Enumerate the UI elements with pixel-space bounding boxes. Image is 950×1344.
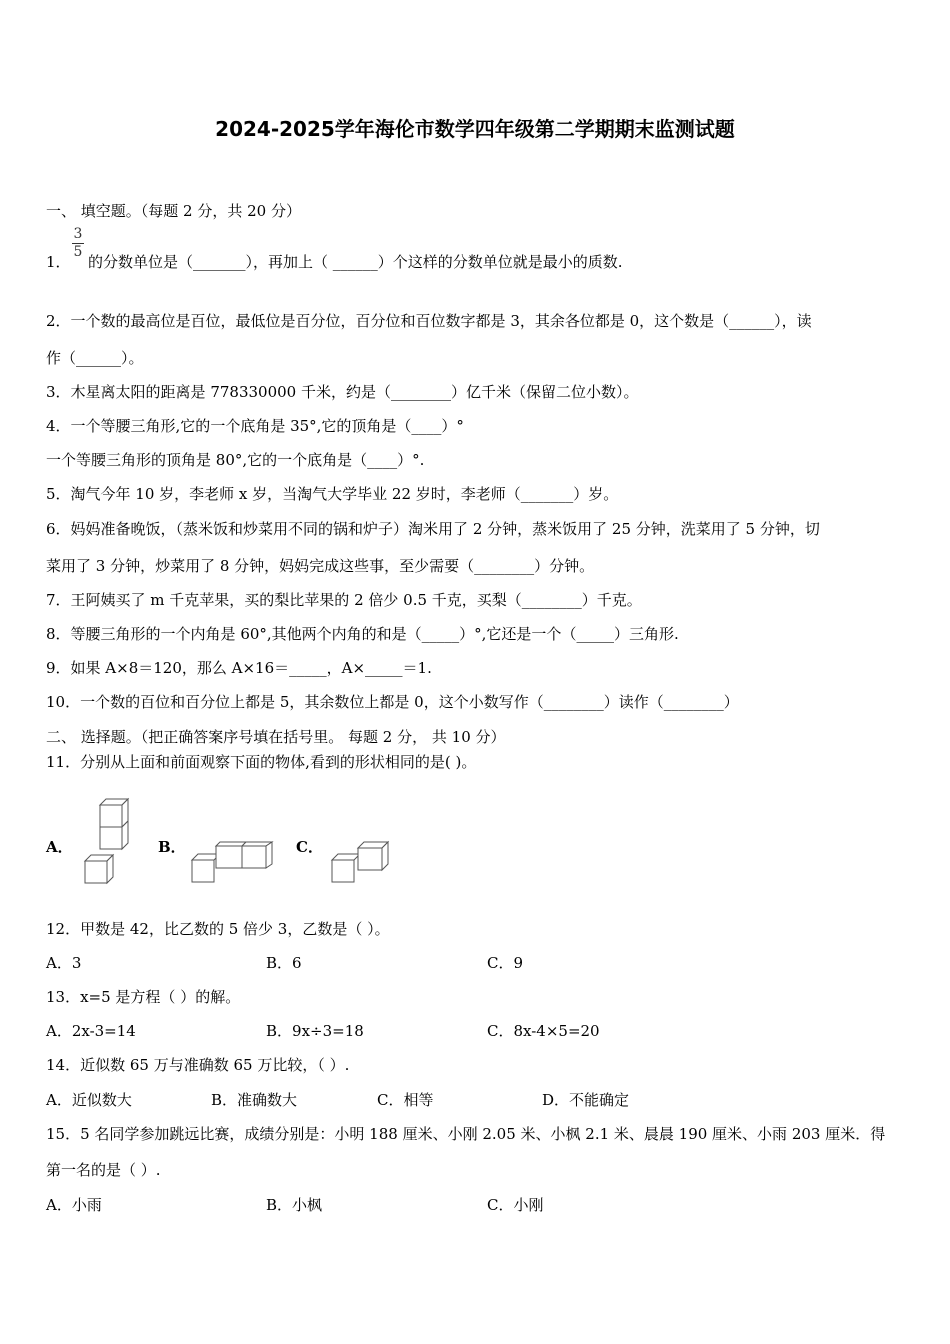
q14-option-a: A．近似数大	[46, 1091, 132, 1109]
question-6-line2: 菜用了 3 分钟，炒菜用了 8 分钟，妈妈完成这些事，至少需要（________）分钟。	[46, 557, 595, 575]
question-6-line1: 6．妈妈准备晚饭，（蒸米饭和炒菜用不同的锅和炉子）淘米用了 2 分钟，蒸米饭用了 25 分钟，洗菜用了 5 分钟，切	[46, 520, 820, 538]
cube-row-figure-b	[188, 840, 274, 884]
question-10: 10．一个数的百位和百分位上都是 5，其余数位上都是 0，这个小数写作（________）读作（________）	[46, 693, 739, 711]
q11-option-b: B．	[158, 838, 186, 856]
q11-option-a: A．	[46, 838, 73, 856]
question-12: 12．甲数是 42，比乙数的 5 倍少 3，乙数是（ ）。	[46, 920, 390, 938]
question-5: 5．淘气今年 10 岁，李老师 x 岁，当淘气大学毕业 22 岁时，李老师（_______）岁。	[46, 485, 619, 503]
q14-option-c: C．相等	[377, 1091, 434, 1109]
q14-option-b: B．准确数大	[211, 1091, 298, 1109]
q13-option-c: C．8x-4×5=20	[487, 1022, 600, 1040]
question-15-line1: 15．5 名同学参加跳远比赛，成绩分别是：小明 188 厘米、小刚 2.05 米、小枫 2.1 米、晨晨 190 厘米、小雨 203 厘米．得	[46, 1125, 886, 1143]
q12-option-b: B．6	[266, 954, 302, 972]
fraction-three-fifths	[72, 226, 84, 261]
q12-option-a: A．3	[46, 954, 82, 972]
fraction-numerator: 3	[73, 226, 83, 242]
question-2-line1: 2．一个数的最高位是百位，最低位是百分位，百分位和百位数字都是 3，其余各位都是 0，这个数是（______），读	[46, 312, 812, 330]
question-11: 11．分别从上面和前面观察下面的物体,看到的形状相同的是( )。	[46, 753, 477, 771]
q15-option-c: C．小刚	[487, 1196, 544, 1214]
page-title: 2024-2025学年海伦市数学四年级第二学期期末监测试题	[215, 117, 735, 141]
question-4-line1: 4．一个等腰三角形,它的一个底角是 35°,它的顶角是（____）°	[46, 417, 464, 435]
question-1-number: 1．	[46, 253, 71, 271]
section-heading-2: 二、 选择题。（把正确答案序号填在括号里。 每题 2 分， 共 10 分）	[46, 728, 506, 746]
q13-option-a: A．2x-3=14	[46, 1022, 136, 1040]
cube-stack-figure-a	[80, 795, 132, 885]
question-13: 13．x=5 是方程（ ）的解。	[46, 988, 241, 1006]
question-2-line2: 作（______）。	[46, 349, 144, 367]
q13-option-b: B．9x÷3=18	[266, 1022, 364, 1040]
q14-option-d: D．不能确定	[542, 1091, 630, 1109]
question-3: 3．木星离太阳的距离是 778330000 千米，约是（________）亿千米（保留二位小数）。	[46, 383, 639, 401]
q11-option-c: C．	[296, 838, 323, 856]
cube-figure-c	[328, 838, 392, 884]
question-15-line2: 第一名的是（ ）.	[46, 1161, 161, 1179]
section-heading-1: 一、 填空题。（每题 2 分，共 20 分）	[46, 202, 301, 220]
q15-option-b: B．小枫	[266, 1196, 323, 1214]
fraction-denominator: 5	[73, 244, 83, 260]
question-1: 的分数单位是（_______），再加上（ ______）个这样的分数单位就是最小的质数.	[88, 253, 623, 271]
question-4-line2: 一个等腰三角形的顶角是 80°,它的一个底角是（____）°.	[46, 451, 425, 469]
question-8: 8．等腰三角形的一个内角是 60°,其他两个内角的和是（_____）°,它还是一个（_____）三角形.	[46, 625, 679, 643]
question-14: 14．近似数 65 万与准确数 65 万比较，（ ）.	[46, 1056, 350, 1074]
q15-option-a: A．小雨	[46, 1196, 102, 1214]
q12-option-c: C．9	[487, 954, 524, 972]
question-7: 7．王阿姨买了 m 千克苹果，买的梨比苹果的 2 倍少 0.5 千克，买梨（________）千克。	[46, 591, 642, 609]
question-9: 9．如果 A×8＝120，那么 A×16＝_____，A×_____＝1.	[46, 659, 432, 677]
